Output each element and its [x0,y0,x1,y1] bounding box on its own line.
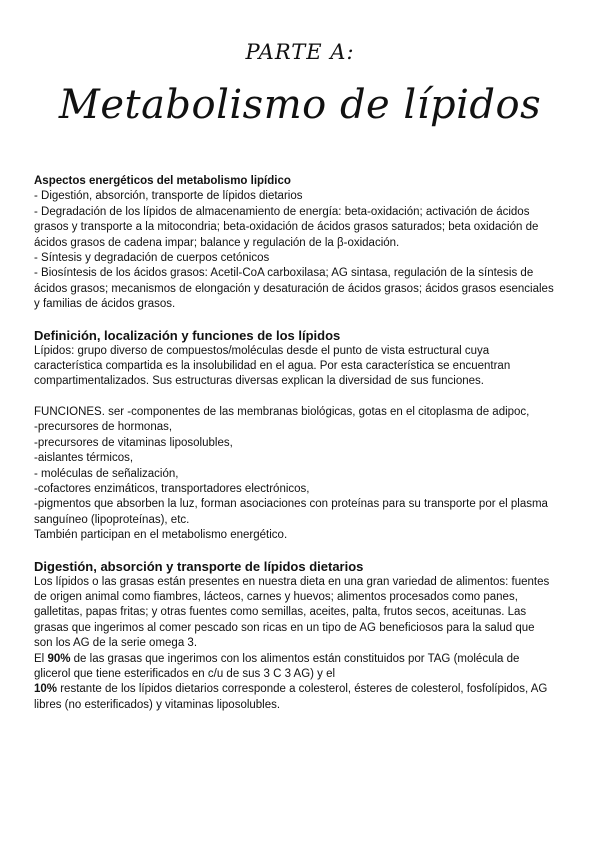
section-heading-definition: Definición, localización y funciones de los lípidos [34,327,341,343]
part-title: PARTE A: [245,40,355,64]
line-text: restante de los lípidos dietarios corresponde a colesterol, ésteres de colesterol, fosfolípidos, AG libres (no esterificados) y vitaminas liposolubles. [34,683,548,711]
functions-line: -cofactores enzimáticos, transportadores electrónicos, [34,482,310,495]
functions-line: - moléculas de señalización, [34,467,179,480]
list-item: - Síntesis y degradación de cuerpos cetónicos [34,252,270,265]
definition-paragraph: Lípidos: grupo diverso de compuestos/moléculas desde el punto de vista estructural cuya característica compartida es la insolubilidad en el agua. Por esta característica se encuentran compartimentalizados. Sus estructuras diversas explican la diversidad de sus funciones. [34,344,511,388]
list-item: - Digestión, absorción, transporte de lípidos dietarios [34,190,303,203]
list-item: - Degradación de los lípidos de almacenamiento de energía: beta-oxidación; activación de ácidos grasos y transporte a la mitocondria; beta-oxidación de ácidos grasos saturados; beta oxidación de ácidos grasos de cadena impar; balance y regulación de la β-oxidación. [34,205,539,249]
line-prefix: El [34,652,45,665]
functions-line: También participan en el metabolismo energético. [34,529,288,542]
list-item: - Biosíntesis de los ácidos grasos: Acetil-CoA carboxilasa; AG sintasa, regulación de la síntesis de ácidos grasos; mecanismos de elongación y desaturación de ácidos grasos; ácidos grasos esenciales y familias de ácidos grasos. [34,267,554,311]
page-title: Metabolismo de lípidos [58,82,542,128]
section-heading-digestion: Digestión, absorción y transporte de lípidos dietarios [34,558,364,574]
functions-line: -pigmentos que absorben la luz, forman asociaciones con proteínas para su transporte por el plasma sanguíneo (lipoproteínas), etc. [34,498,548,526]
functions-line: -aislantes térmicos, [34,452,134,465]
functions-line: -precursores de vitaminas liposolubles, [34,436,233,449]
tag-percentage-line [34,652,554,683]
percent-10: 10% [34,683,58,696]
section-heading-energetics: Aspectos energéticos del metabolismo lipídico [34,175,291,187]
functions-line: FUNCIONES. ser -componentes de las membranas biológicas, gotas en el citoplasma de adipoc, [34,405,530,418]
remaining-percentage-line [34,682,554,713]
functions-line: -precursores de hormonas, [34,421,173,434]
line-text: de las grasas que ingerimos con los alimentos están constituidos por TAG (molécula de glicerol que tiene esterificados en c/u de sus 3 C 3 AG) y el [34,652,520,680]
digestion-paragraph: Los lípidos o las grasas están presentes en nuestra dieta en una gran variedad de alimentos: fuentes de origen animal como fiambres, lácteos, carnes y huevos; alimentos procesados como panes, galletitas, papas fritas; y otras fuentes como semillas, aceites, palta, frutos secos, aceitunas. Las grasas que ingerimos al comer pescado son ricas en un tipo de AG beneficiosos para la salud que son los AG de la serie omega 3. [34,575,550,650]
document-body [34,174,554,713]
percent-90: 90% [47,652,71,665]
